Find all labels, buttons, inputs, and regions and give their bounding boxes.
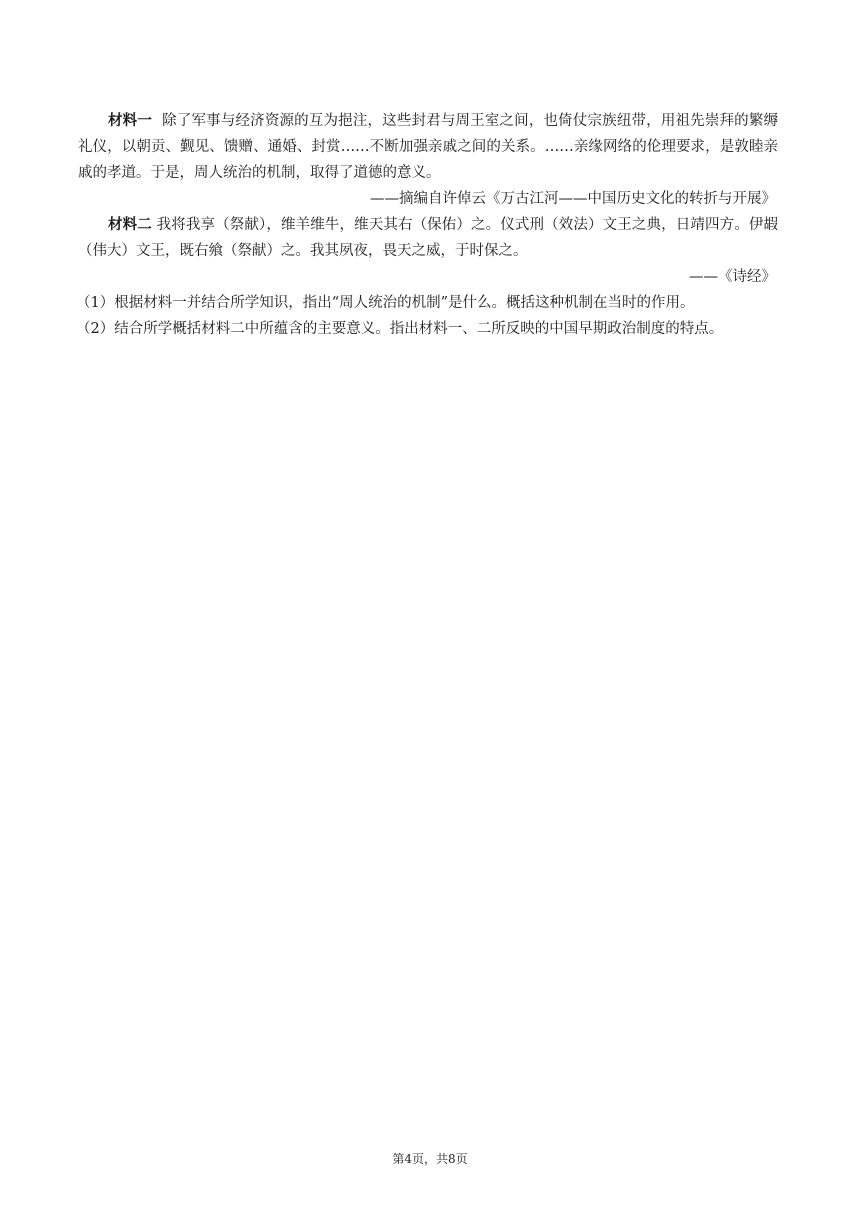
question-1 [78, 290, 778, 316]
material-2-source: ——《诗经》 [689, 269, 776, 285]
material-1-paragraph [78, 108, 778, 186]
material-2-label: 材料二 [108, 216, 152, 233]
question-1-number: （1） [76, 295, 115, 311]
question-1-text: 根据材料一并结合所学知识，指出“周人统治的机制”是什么。概括这种机制在当时的作用。 [114, 295, 695, 311]
page-footer: 第4页，共8页 [392, 1152, 468, 1166]
question-2 [78, 316, 778, 342]
material-2-paragraph [78, 212, 778, 264]
question-2-text: 结合所学概括材料二中所蕴含的主要意义。指出材料一、二所反映的中国早期政治制度的特点。 [114, 321, 724, 337]
material-1-text: 除了军事与经济资源的互为挹注，这些封君与周王室之间，也倚仗宗族纽带，用祖先崇拜的繁缛礼仪，以朝贡、觐见、馈赠、通婚、封赏……不断加强亲戚之间的关系。……亲缘网络的伦理要求，是敦睦亲戚的孝道。于是，周人统治的机制，取得了道德的意义。 [78, 113, 778, 181]
question-content [78, 108, 778, 342]
question-2-number: （2） [76, 321, 115, 337]
material-1-source: ——摘编自许倬云《万古江河——中国历史文化的转折与开展》 [370, 191, 776, 207]
material-1-label: 材料一 [108, 112, 152, 129]
material-2-text: 我将我享（祭献），维羊维牛，维天其右（保佑）之。仪式刑（效法）文王之典，日靖四方。伊嘏（伟大）文王，既右飨（祭献）之。我其夙夜，畏天之威，于时保之。 [78, 217, 779, 259]
